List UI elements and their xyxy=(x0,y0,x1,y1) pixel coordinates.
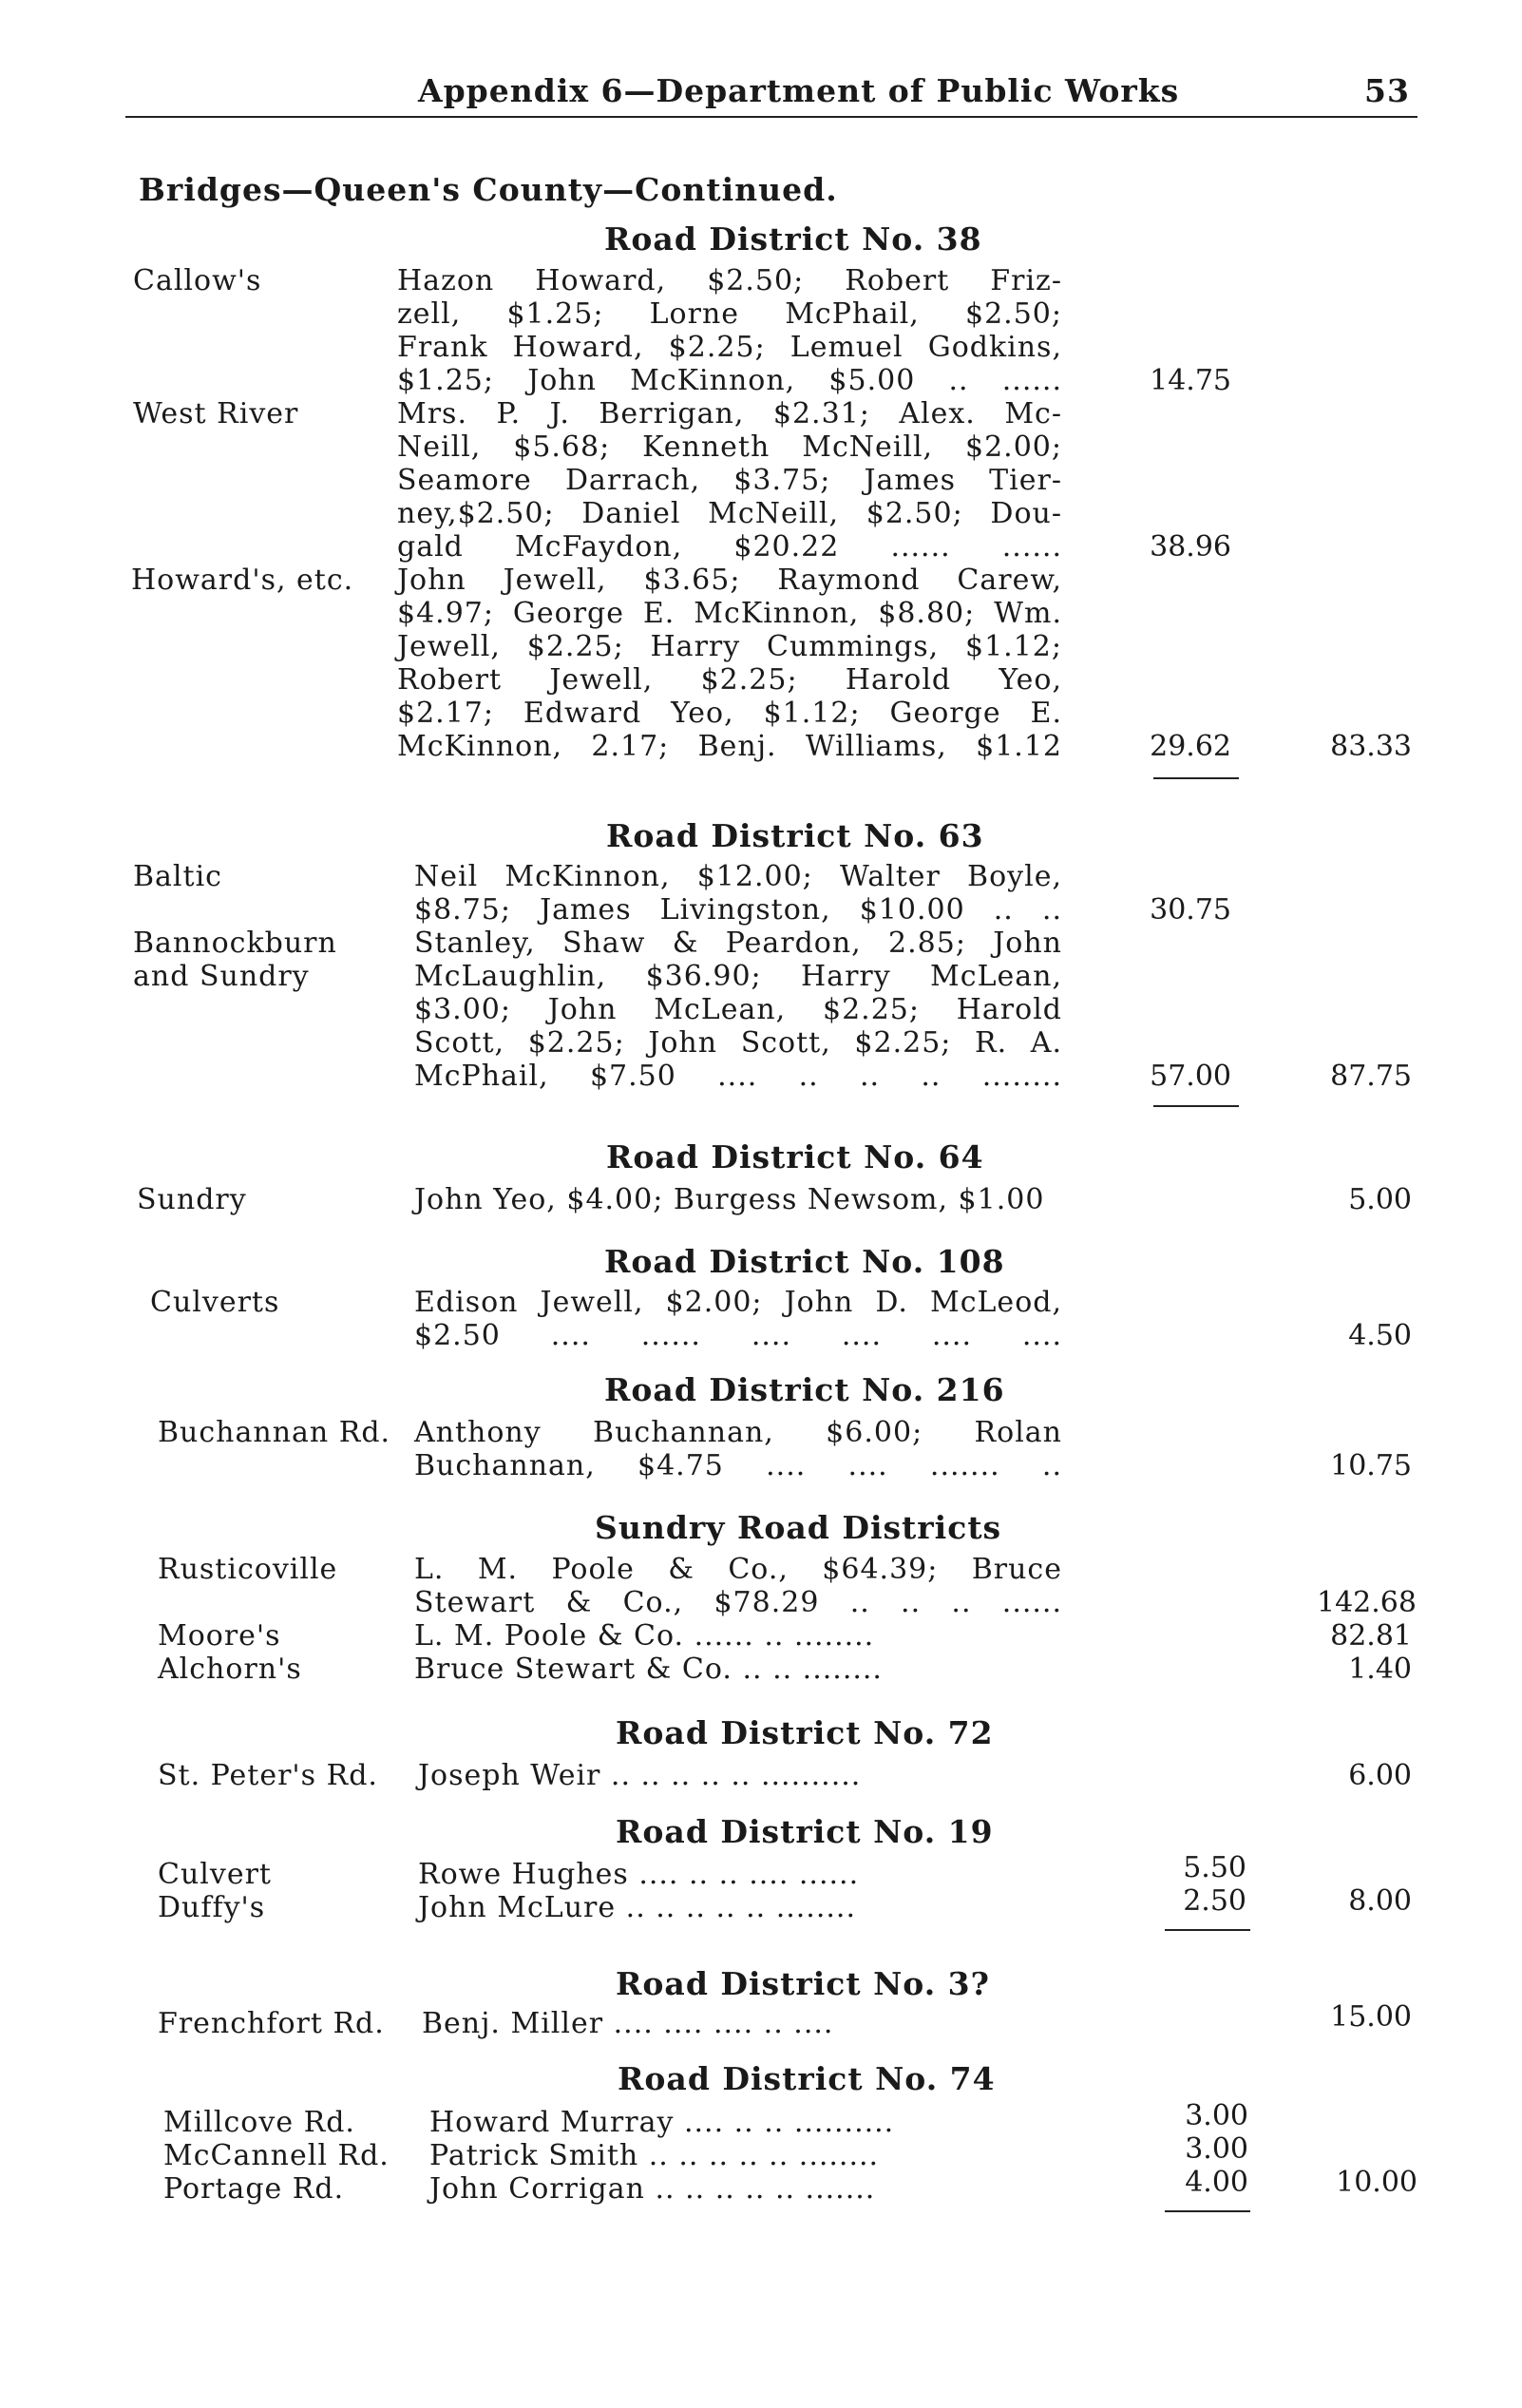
entry-text xyxy=(397,564,1062,763)
entry-text xyxy=(414,860,1062,927)
entry-line: Jewell, $2.25; Harry Cummings, $1.12; xyxy=(397,630,1062,663)
entry-text xyxy=(429,2139,1094,2172)
entry-text xyxy=(414,1619,1079,1653)
entry-line: Rowe Hughes .... .. .. .... ...... xyxy=(418,1858,860,1891)
entry-line: John Corrigan .. .. .. .. .. ....... xyxy=(429,2172,876,2206)
entry-text xyxy=(414,1653,1079,1686)
entry-line: $4.97; George E. McKinnon, $8.80; Wm. xyxy=(397,597,1062,630)
entry-line: $8.75; James Livingston, $10.00 .. .. xyxy=(414,893,1062,927)
page-header-title: Appendix 6—Department of Public Works xyxy=(418,72,1180,109)
entry-line: zell, $1.25; Lorne McPhail, $2.50; xyxy=(397,297,1062,331)
entry-amount: 4.00 xyxy=(1185,2166,1248,2199)
entry-line: Patrick Smith .. .. .. .. .. ........ xyxy=(429,2139,880,2172)
entry-text xyxy=(418,1891,1083,1924)
entry-line: $3.00; John McLean, $2.25; Harold xyxy=(414,993,1062,1026)
entry-amount: 2.50 xyxy=(1183,1884,1246,1918)
subtotal-rule xyxy=(1153,1105,1239,1107)
district-title: Road District No. 63 xyxy=(606,817,984,854)
entry-line: McKinnon, 2.17; Benj. Williams, $1.12 xyxy=(397,730,1062,763)
district-total: 8.00 xyxy=(1348,1884,1412,1918)
entry-amount: 30.75 xyxy=(1150,893,1231,927)
entry-line: Howard Murray .... .. .. .......... xyxy=(429,2106,895,2139)
district-total: 87.75 xyxy=(1330,1060,1412,1093)
place-name: Buchannan Rd. xyxy=(158,1416,391,1449)
place-name xyxy=(133,927,337,993)
entry-line: Edison Jewell, $2.00; John D. McLeod, xyxy=(414,1286,1062,1319)
entry-line: Hazon Howard, $2.50; Robert Friz- xyxy=(397,264,1062,297)
entry-line: John Jewell, $3.65; Raymond Carew, xyxy=(397,564,1062,597)
page-number: 53 xyxy=(1364,72,1410,109)
place-name: Culvert xyxy=(158,1858,272,1891)
entry-line: McLaughlin, $36.90; Harry McLean, xyxy=(414,960,1062,993)
entry-line: Anthony Buchannan, $6.00; Rolan xyxy=(414,1416,1062,1449)
place-name: Rusticoville xyxy=(158,1553,338,1586)
entry-amount: 14.75 xyxy=(1150,364,1231,397)
entry-line: Seamore Darrach, $3.75; James Tier- xyxy=(397,464,1062,497)
entry-line: L. M. Poole & Co., $64.39; Bruce xyxy=(414,1553,1062,1586)
district-title: Road District No. 38 xyxy=(604,220,982,258)
entry-text xyxy=(397,264,1062,397)
entry-line: Neil McKinnon, $12.00; Walter Boyle, xyxy=(414,860,1062,893)
entry-line: $2.50 .... ...... .... .... .... .... xyxy=(414,1319,1062,1352)
entry-amount: 38.96 xyxy=(1150,530,1231,564)
entry-line: gald McFaydon, $20.22 ...... ...... xyxy=(397,530,1062,564)
entry-text xyxy=(429,2172,1094,2206)
district-total: 10.75 xyxy=(1330,1449,1412,1482)
district-total: 142.68 xyxy=(1317,1586,1417,1619)
entry-line: John McLure .. .. .. .. .. ........ xyxy=(418,1891,856,1924)
place-name: Millcove Rd. xyxy=(163,2106,355,2139)
place-name: Howard's, etc. xyxy=(131,564,354,597)
entry-line: Buchannan, $4.75 .... .... ....... .. xyxy=(414,1449,1062,1482)
entry-line: McPhail, $7.50 .... .. .. .. ........ xyxy=(414,1060,1062,1093)
header-rule xyxy=(125,116,1417,118)
entry-line: Bruce Stewart & Co. .. .. ........ xyxy=(414,1653,883,1686)
entry-amount: 5.50 xyxy=(1183,1851,1246,1884)
place-name: West River xyxy=(133,397,299,430)
district-total: 1.40 xyxy=(1348,1653,1412,1686)
entry-line: Mrs. P. J. Berrigan, $2.31; Alex. Mc- xyxy=(397,397,1062,430)
entry-amount: 29.62 xyxy=(1150,730,1231,763)
place-name: Moore's xyxy=(158,1619,281,1653)
entry-line: Neill, $5.68; Kenneth McNeill, $2.00; xyxy=(397,430,1062,464)
subtotal-rule xyxy=(1153,777,1239,779)
entry-line: John Yeo, $4.00; Burgess Newsom, $1.00 xyxy=(414,1183,1045,1216)
entry-text xyxy=(414,1416,1062,1482)
entry-text xyxy=(429,2106,1094,2139)
entry-text xyxy=(397,397,1062,564)
entry-line: Frank Howard, $2.25; Lemuel Godkins, xyxy=(397,331,1062,364)
district-title: Road District No. 3? xyxy=(616,1965,990,2002)
entry-text xyxy=(414,1553,1062,1619)
entry-line: Joseph Weir .. .. .. .. .. .......... xyxy=(418,1759,862,1792)
entry-line: Benj. Miller .... .... .... .. .... xyxy=(422,2007,834,2040)
place-name: Frenchfort Rd. xyxy=(158,2007,385,2040)
section-title: Bridges—Queen's County—Continued. xyxy=(139,171,838,208)
place-name: Culverts xyxy=(150,1286,280,1319)
district-title: Road District No. 64 xyxy=(606,1138,984,1175)
entry-text xyxy=(414,1183,1079,1216)
entry-text xyxy=(414,927,1062,1093)
subtotal-rule xyxy=(1165,2210,1250,2212)
entry-text xyxy=(414,1286,1062,1352)
entry-line: Stewart & Co., $78.29 .. .. .. ...... xyxy=(414,1586,1062,1619)
entry-text xyxy=(422,2007,1087,2040)
entry-text xyxy=(418,1759,1083,1792)
district-total: 82.81 xyxy=(1330,1619,1412,1653)
place-line: Bannockburn xyxy=(133,927,337,960)
entry-amount: 57.00 xyxy=(1150,1060,1231,1093)
district-total: 15.00 xyxy=(1330,2000,1412,2034)
district-title: Sundry Road Districts xyxy=(595,1509,1002,1546)
district-total: 5.00 xyxy=(1348,1183,1412,1216)
place-name: Sundry xyxy=(137,1183,247,1216)
entry-text xyxy=(418,1858,1083,1891)
entry-line: Stanley, Shaw & Peardon, 2.85; John xyxy=(414,927,1062,960)
entry-line: ney,$2.50; Daniel McNeill, $2.50; Dou- xyxy=(397,497,1062,530)
entry-line: Robert Jewell, $2.25; Harold Yeo, xyxy=(397,663,1062,697)
entry-line: Scott, $2.25; John Scott, $2.25; R. A. xyxy=(414,1026,1062,1060)
district-total: 10.00 xyxy=(1336,2166,1417,2199)
district-total: 4.50 xyxy=(1348,1319,1412,1352)
place-name: McCannell Rd. xyxy=(163,2139,390,2172)
district-title: Road District No. 108 xyxy=(604,1243,1005,1280)
entry-line: $1.25; John McKinnon, $5.00 .. ...... xyxy=(397,364,1062,397)
place-name: St. Peter's Rd. xyxy=(158,1759,378,1792)
place-name: Callow's xyxy=(133,264,262,297)
district-title: Road District No. 19 xyxy=(616,1813,994,1850)
district-total: 83.33 xyxy=(1330,730,1412,763)
entry-amount: 3.00 xyxy=(1185,2099,1248,2132)
district-title: Road District No. 74 xyxy=(618,2060,996,2097)
subtotal-rule xyxy=(1165,1929,1250,1931)
entry-amount: 3.00 xyxy=(1185,2132,1248,2166)
place-name: Alchorn's xyxy=(158,1653,302,1686)
entry-line: $2.17; Edward Yeo, $1.12; George E. xyxy=(397,697,1062,730)
place-name: Duffy's xyxy=(158,1891,266,1924)
district-title: Road District No. 216 xyxy=(604,1371,1005,1408)
district-title: Road District No. 72 xyxy=(616,1714,994,1751)
place-name: Portage Rd. xyxy=(163,2172,345,2206)
district-total: 6.00 xyxy=(1348,1759,1412,1792)
place-name: Baltic xyxy=(133,860,222,893)
entry-line: L. M. Poole & Co. ...... .. ........ xyxy=(414,1619,875,1653)
place-line: and Sundry xyxy=(133,960,310,993)
